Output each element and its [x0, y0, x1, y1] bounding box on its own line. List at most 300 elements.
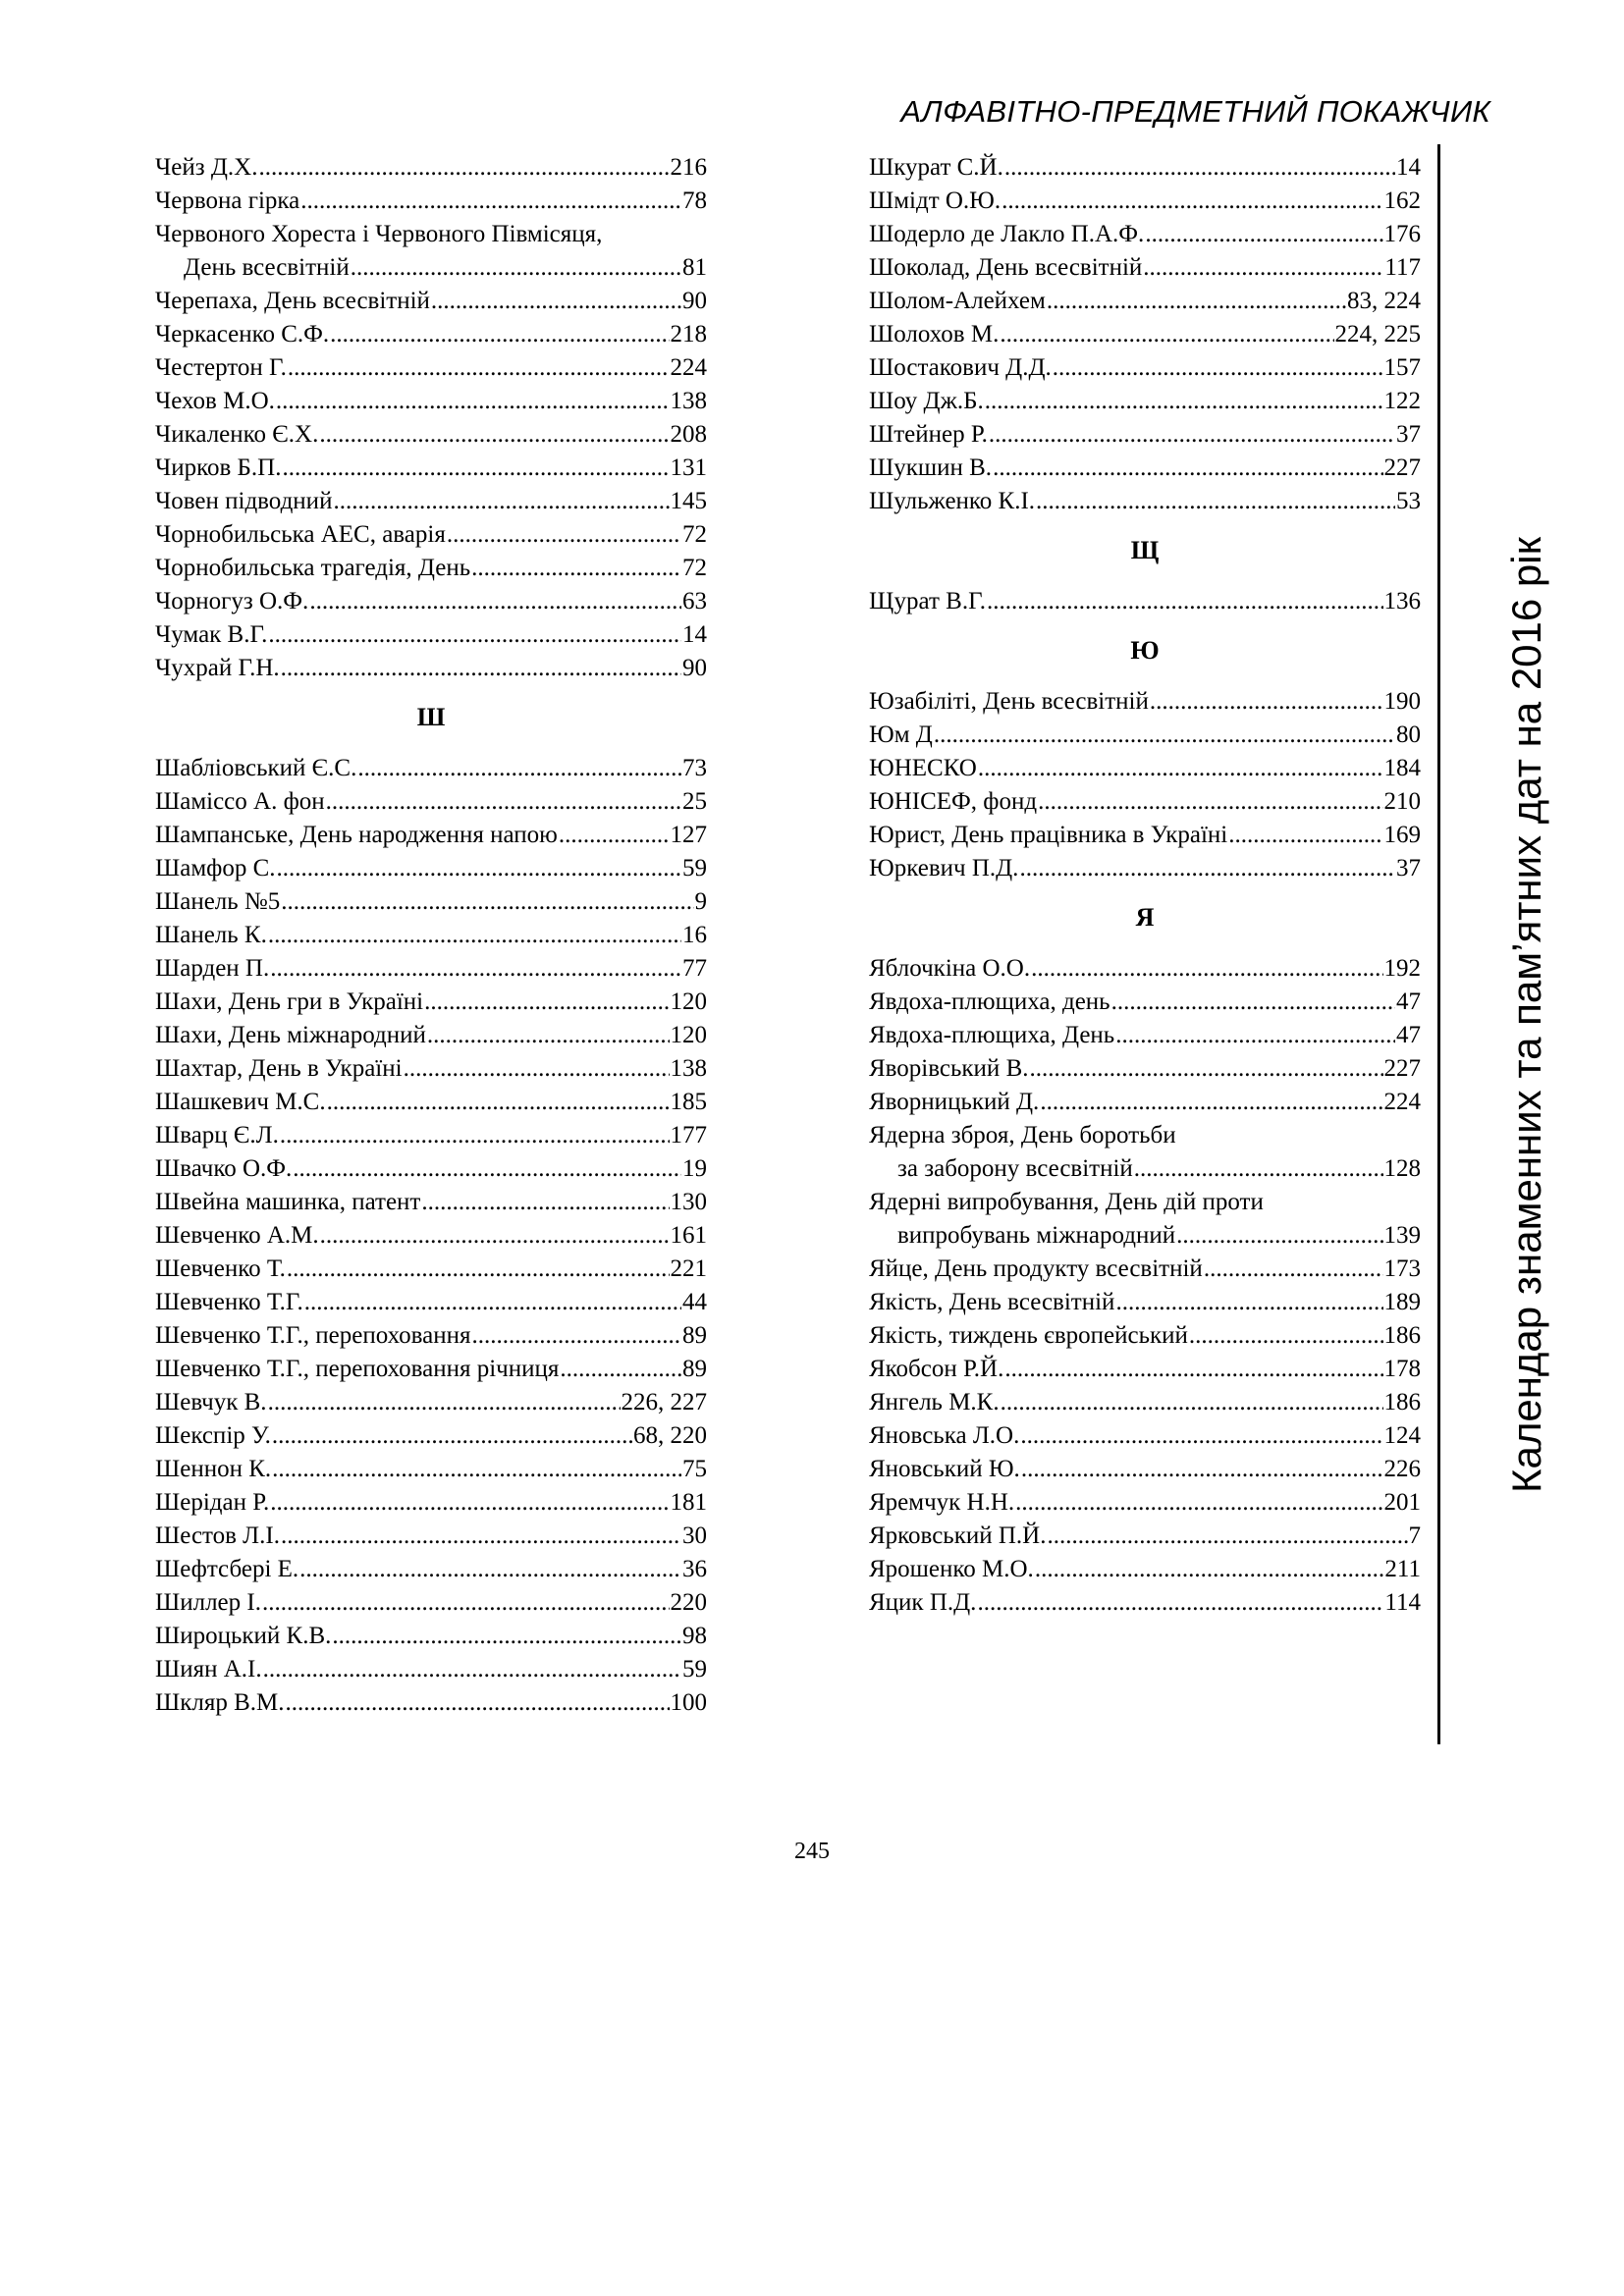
- dot-leader: [1176, 1219, 1382, 1253]
- dot-leader: [1111, 986, 1395, 1019]
- dot-leader: [262, 1586, 670, 1620]
- dot-leader: [934, 719, 1395, 752]
- page-number: 245: [794, 1839, 830, 1864]
- dot-leader: [1015, 1486, 1382, 1520]
- dot-leader: [1047, 285, 1346, 318]
- index-entry: [155, 919, 707, 952]
- section-letter-yu: Ю: [1130, 636, 1160, 665]
- entry-name: Якість, День всесвітній: [869, 1289, 1115, 1315]
- entry-name: Шашкевич М.С.: [155, 1089, 326, 1115]
- entry-page-number: 178: [1383, 1356, 1421, 1382]
- side-book-title: Календар знаменних та пам’ятних дат на 2016 рік: [1503, 537, 1549, 1493]
- entry-page-number: 226: [1383, 1456, 1421, 1482]
- entry-page-number: 14: [1396, 154, 1421, 181]
- index-entry: [155, 585, 707, 618]
- dot-leader: [1019, 852, 1395, 885]
- entry-name: Яблочкіна О.О.: [869, 955, 1031, 982]
- dot-leader: [1036, 485, 1395, 518]
- entry-name: Чорнобильська трагедія, День: [155, 555, 471, 581]
- index-entry: [869, 151, 1421, 185]
- dot-leader: [987, 585, 1383, 618]
- index-entry: [155, 1286, 707, 1319]
- entry-page-number: 227: [1383, 1055, 1421, 1082]
- entry-name: Шанель №5: [155, 888, 281, 915]
- entry-name: Шевченко Т.Г., перепоховання річниця: [155, 1356, 560, 1382]
- entry-name: Шульженко К.І.: [869, 488, 1036, 514]
- entry-name: Шарден П.: [155, 955, 270, 982]
- index-entry: [155, 1052, 707, 1086]
- dot-leader: [282, 452, 669, 485]
- dot-leader: [1189, 1319, 1383, 1353]
- entry-name: Чирков Б.П.: [155, 454, 282, 481]
- entry-page-number: 216: [670, 154, 707, 181]
- entry-page-number: 90: [682, 288, 707, 314]
- vertical-rule: [1437, 144, 1440, 1744]
- dot-leader: [272, 1419, 632, 1453]
- entry-page-number: 131: [670, 454, 707, 481]
- entry-name: Шерідан Р.: [155, 1489, 270, 1516]
- index-entry: [869, 318, 1421, 351]
- entry-page-number: 218: [670, 321, 707, 347]
- dot-leader: [287, 1253, 670, 1286]
- dot-leader: [431, 285, 681, 318]
- entry-page-number: 208: [670, 421, 707, 448]
- entry-page-number: 83, 224: [1347, 288, 1421, 314]
- entry-name: Явдоха-плющиха, день: [869, 988, 1110, 1015]
- entry-name: Яворницький Д.: [869, 1089, 1040, 1115]
- index-entry: [869, 1019, 1421, 1052]
- entry-page-number: 30: [682, 1522, 707, 1549]
- index-entry: [155, 986, 707, 1019]
- index-entry: [155, 618, 707, 652]
- dot-leader: [1030, 1052, 1383, 1086]
- entry-page-number: 72: [682, 555, 707, 581]
- entry-name: Штейнер Р.: [869, 421, 988, 448]
- entry-name: Ярошенко М.О.: [869, 1556, 1034, 1582]
- index-entry: [155, 185, 707, 218]
- index-entry: [155, 1419, 707, 1453]
- entry-name: Швейна машинка, патент: [155, 1189, 421, 1215]
- entry-page-number: 81: [682, 254, 707, 281]
- entry-first-line: Ядерна зброя, День боротьби: [869, 1122, 1176, 1148]
- index-entry: [869, 852, 1421, 885]
- index-entry: [155, 1620, 707, 1653]
- index-entry: [155, 418, 707, 452]
- entry-page-number: 189: [1383, 1289, 1421, 1315]
- entry-name: Широцький К.В.: [155, 1623, 332, 1649]
- entries-sh: [155, 752, 707, 1720]
- index-entry: [155, 151, 707, 185]
- entry-page-number: 37: [1396, 421, 1421, 448]
- entry-name: Яновський Ю.: [869, 1456, 1020, 1482]
- entry-name: Шиян А.І.: [155, 1656, 262, 1682]
- entry-name: ЮНІСЕФ, фонд: [869, 788, 1038, 815]
- dot-leader: [421, 1186, 669, 1219]
- dot-leader: [1115, 1019, 1395, 1052]
- entry-page-number: 210: [1383, 788, 1421, 815]
- entry-page-number: 136: [1383, 588, 1421, 614]
- entry-page-number: 75: [682, 1456, 707, 1482]
- index-entry: [155, 452, 707, 485]
- entry-page-number: 120: [670, 1022, 707, 1048]
- entry-page-number: 68, 220: [633, 1422, 707, 1449]
- index-entry: [155, 952, 707, 986]
- index-entry: [155, 518, 707, 552]
- dot-leader: [1040, 1086, 1382, 1119]
- index-entry: [155, 1520, 707, 1553]
- index-entry: [155, 1586, 707, 1620]
- dot-leader: [309, 585, 681, 618]
- entry-first-line: Червоного Хореста і Червоного Півмісяця,: [155, 221, 603, 247]
- index-entry: [869, 952, 1421, 986]
- entry-name: Яйце, День продукту всесвітній: [869, 1255, 1203, 1282]
- entry-name: Шостакович Д.Д.: [869, 354, 1052, 381]
- entry-page-number: 128: [1383, 1155, 1421, 1182]
- entry-name: Шамфор С.: [155, 855, 276, 881]
- entry-page-number: 100: [670, 1689, 707, 1716]
- index-entry: [869, 1319, 1421, 1353]
- entry-page-number: 37: [1396, 855, 1421, 881]
- dot-leader: [424, 986, 669, 1019]
- entry-name: Честертон Г.: [155, 354, 287, 381]
- index-entry: [155, 285, 707, 318]
- entry-page-number: 130: [670, 1189, 707, 1215]
- index-entry: [869, 585, 1421, 618]
- dot-leader: [404, 1052, 670, 1086]
- dot-leader: [326, 785, 681, 819]
- dot-leader: [304, 1286, 681, 1319]
- entry-name: Якобсон Р.Й.: [869, 1356, 1004, 1382]
- entry-name: Яворівський В.: [869, 1055, 1029, 1082]
- index-entry: [155, 785, 707, 819]
- entry-name: Шиллер І.: [155, 1589, 261, 1616]
- entry-page-number: 73: [682, 755, 707, 781]
- index-entry: [869, 1386, 1421, 1419]
- index-entry: [869, 285, 1421, 318]
- entry-page-number: 44: [682, 1289, 707, 1315]
- entry-name: Чикаленко Є.Х.: [155, 421, 319, 448]
- entry-name: Шефтсбері Е.: [155, 1556, 299, 1582]
- dot-leader: [272, 1453, 681, 1486]
- index-entry: [869, 385, 1421, 418]
- dot-leader: [270, 1486, 669, 1520]
- dot-leader: [268, 919, 681, 952]
- entry-page-number: 184: [1383, 755, 1421, 781]
- index-entry: [869, 1086, 1421, 1119]
- section-letter-shch: Щ: [1130, 536, 1160, 564]
- dot-leader: [351, 251, 681, 285]
- dot-leader: [300, 185, 681, 218]
- entry-name: Юм Д: [869, 721, 933, 748]
- dot-leader: [293, 1152, 681, 1186]
- index-entry: [155, 885, 707, 919]
- index-entry: [155, 385, 707, 418]
- entry-page-number: 63: [682, 588, 707, 614]
- entry-page-number: 220: [670, 1589, 707, 1616]
- index-entry: [155, 1253, 707, 1286]
- index-entry: [155, 819, 707, 852]
- entry-first-line: Ядерні випробування, День дій проти: [869, 1189, 1264, 1215]
- dot-leader: [280, 1119, 670, 1152]
- dot-leader: [1035, 1553, 1384, 1586]
- index-entry: [155, 1553, 707, 1586]
- entry-page-number: 162: [1383, 187, 1421, 214]
- entry-name: Шевченко А.М.: [155, 1222, 319, 1249]
- dot-leader: [263, 1653, 681, 1686]
- entry-name: Шевчук В.: [155, 1389, 267, 1415]
- index-entry: [155, 552, 707, 585]
- entry-page-number: 157: [1383, 354, 1421, 381]
- index-entry: [869, 719, 1421, 752]
- entry-page-number: 169: [1383, 822, 1421, 848]
- index-entry: [869, 1553, 1421, 1586]
- index-entry: [155, 1653, 707, 1686]
- entry-name: Шаміссо А. фон: [155, 788, 325, 815]
- entry-name: Чейз Д.Х.: [155, 154, 258, 181]
- index-entry: [869, 1186, 1421, 1253]
- entries-ch: [155, 151, 707, 685]
- index-entry: [869, 1353, 1421, 1386]
- entry-page-number: 19: [682, 1155, 707, 1182]
- index-entry: [155, 1453, 707, 1486]
- dot-leader: [320, 1219, 670, 1253]
- entry-name: Шанель К.: [155, 922, 267, 948]
- entry-page-number: 47: [1396, 988, 1421, 1015]
- dot-leader: [1115, 1286, 1382, 1319]
- index-entry: [155, 1219, 707, 1253]
- entry-page-number: 139: [1383, 1222, 1421, 1249]
- entry-name: Якість, тиждень європейський: [869, 1322, 1188, 1349]
- entry-name: Шахи, День гри в Україні: [155, 988, 424, 1015]
- entry-name: випробувань міжнародний: [897, 1222, 1176, 1249]
- dot-leader: [1145, 218, 1382, 251]
- entry-page-number: 114: [1384, 1589, 1421, 1616]
- entry-name: Шукшин В.: [869, 454, 993, 481]
- entry-page-number: 226, 227: [621, 1389, 707, 1415]
- dot-leader: [281, 1520, 681, 1553]
- entry-page-number: 89: [682, 1322, 707, 1349]
- entry-page-number: 117: [1384, 254, 1421, 281]
- entry-page-number: 127: [670, 822, 707, 848]
- section-letter-sh: Ш: [416, 703, 446, 731]
- entry-page-number: 185: [670, 1089, 707, 1115]
- index-entry: [155, 485, 707, 518]
- entry-page-number: 161: [670, 1222, 707, 1249]
- section-letter-ya: Я: [1135, 903, 1155, 932]
- entry-name: Шолом-Алейхем: [869, 288, 1046, 314]
- index-entry: [155, 1353, 707, 1386]
- index-entry: [155, 1186, 707, 1219]
- index-entry: [869, 218, 1421, 251]
- entry-page-number: 176: [1383, 221, 1421, 247]
- entry-name: Шкляр В.М.: [155, 1689, 285, 1716]
- dot-leader: [268, 1386, 621, 1419]
- index-entry: [155, 351, 707, 385]
- dot-leader: [327, 1086, 670, 1119]
- dot-leader: [471, 552, 681, 585]
- dot-leader: [993, 452, 1382, 485]
- index-entry: [155, 1486, 707, 1520]
- entry-name: за заборону всесвітній: [897, 1155, 1133, 1182]
- index-entry: [155, 1386, 707, 1419]
- dot-leader: [447, 518, 681, 552]
- index-entry: [869, 418, 1421, 452]
- dot-leader: [357, 752, 681, 785]
- entry-name: Човен підводний: [155, 488, 333, 514]
- entry-name: День всесвітній: [184, 254, 350, 281]
- entry-page-number: 16: [682, 922, 707, 948]
- index-entry: [155, 852, 707, 885]
- entry-name: Шолохов М.: [869, 321, 1000, 347]
- entry-name: Шевченко Т.: [155, 1255, 286, 1282]
- dot-leader: [281, 652, 681, 685]
- entry-name: Шевченко Т.Г., перепоховання: [155, 1322, 471, 1349]
- dot-leader: [1228, 819, 1382, 852]
- entry-page-number: 138: [670, 388, 707, 414]
- entry-name: Шоу Дж.Б.: [869, 388, 984, 414]
- entry-page-number: 145: [670, 488, 707, 514]
- entries-ya: [869, 952, 1421, 1620]
- index-entry: [869, 251, 1421, 285]
- dot-leader: [559, 819, 670, 852]
- entry-page-number: 224: [670, 354, 707, 381]
- dot-leader: [1143, 251, 1383, 285]
- index-entry: [155, 1152, 707, 1186]
- index-entry: [869, 1052, 1421, 1086]
- dot-leader: [1001, 185, 1382, 218]
- entry-page-number: 211: [1384, 1556, 1421, 1582]
- dot-leader: [989, 418, 1395, 452]
- index-entry: [869, 1520, 1421, 1553]
- index-entry: [155, 218, 707, 285]
- entry-name: Шеннон К.: [155, 1456, 272, 1482]
- index-entry: [869, 452, 1421, 485]
- entry-page-number: 98: [682, 1623, 707, 1649]
- index-entry: [155, 318, 707, 351]
- dot-leader: [258, 151, 669, 185]
- entry-name: Чухрай Г.Н.: [155, 655, 280, 681]
- entry-page-number: 124: [1383, 1422, 1421, 1449]
- entry-name: Чехов М.О.: [155, 388, 275, 414]
- dot-leader: [1204, 1253, 1383, 1286]
- entry-page-number: 47: [1396, 1022, 1421, 1048]
- entry-page-number: 181: [670, 1489, 707, 1516]
- entry-name: Ярковський П.Й.: [869, 1522, 1047, 1549]
- index-column-left: [155, 151, 707, 1720]
- dot-leader: [1031, 952, 1382, 986]
- dot-leader: [330, 318, 669, 351]
- entry-page-number: 7: [1408, 1522, 1421, 1549]
- dot-leader: [1134, 1152, 1383, 1186]
- dot-leader: [471, 1319, 681, 1353]
- entry-page-number: 190: [1383, 688, 1421, 715]
- entry-page-number: 77: [682, 955, 707, 982]
- dot-leader: [276, 385, 670, 418]
- entry-name: Шекспір У.: [155, 1422, 271, 1449]
- index-entry: [869, 1419, 1421, 1453]
- dot-leader: [1004, 151, 1395, 185]
- entry-name: Шахтар, День в Україні: [155, 1055, 403, 1082]
- dot-leader: [978, 752, 1383, 785]
- index-entry: [155, 752, 707, 785]
- entry-name: Янгель М.К.: [869, 1389, 1000, 1415]
- index-entry: [869, 1486, 1421, 1520]
- dot-leader: [1000, 318, 1333, 351]
- index-entry: [869, 185, 1421, 218]
- entries-yu: [869, 685, 1421, 885]
- index-entry: [155, 1086, 707, 1119]
- entry-name: Явдоха-плющиха, День: [869, 1022, 1115, 1048]
- entry-name: Яцик П.Д.: [869, 1589, 977, 1616]
- entry-page-number: 224, 225: [1334, 321, 1421, 347]
- entry-name: Черепаха, День всесвітній: [155, 288, 430, 314]
- entry-page-number: 227: [1383, 454, 1421, 481]
- entry-page-number: 120: [670, 988, 707, 1015]
- dot-leader: [977, 1586, 1383, 1620]
- dot-leader: [286, 1686, 670, 1720]
- entry-page-number: 186: [1383, 1322, 1421, 1349]
- running-header: АЛФАВІТНО-ПРЕДМЕТНИЙ ПОКАЖЧИК: [900, 94, 1490, 129]
- entry-page-number: 72: [682, 521, 707, 548]
- dot-leader: [299, 1553, 681, 1586]
- dot-leader: [268, 618, 681, 652]
- index-entry: [869, 752, 1421, 785]
- entry-name: Шестов Л.І.: [155, 1522, 280, 1549]
- index-entry: [155, 1119, 707, 1152]
- entry-page-number: 192: [1383, 955, 1421, 982]
- entries-shch: [869, 585, 1421, 618]
- entry-name: Чорнобильська АЕС, аварія: [155, 521, 446, 548]
- entry-name: Шварц Є.Л.: [155, 1122, 279, 1148]
- index-entry: [869, 819, 1421, 852]
- dot-leader: [427, 1019, 670, 1052]
- entry-name: Шмідт О.Ю.: [869, 187, 1001, 214]
- dot-leader: [1004, 1353, 1382, 1386]
- entry-page-number: 89: [682, 1356, 707, 1382]
- entry-name: Швачко О.Ф.: [155, 1155, 293, 1182]
- dot-leader: [1047, 1520, 1407, 1553]
- entry-page-number: 78: [682, 187, 707, 214]
- entry-name: Чумак В.Г.: [155, 621, 268, 648]
- entry-page-number: 36: [682, 1556, 707, 1582]
- index-entry: [869, 685, 1421, 719]
- entry-name: Шоколад, День всесвітній: [869, 254, 1143, 281]
- entry-page-number: 186: [1383, 1389, 1421, 1415]
- entry-name: Черкасенко С.Ф.: [155, 321, 330, 347]
- entry-name: Шахи, День міжнародний: [155, 1022, 426, 1048]
- dot-leader: [985, 385, 1383, 418]
- entry-page-number: 25: [682, 788, 707, 815]
- dot-leader: [1150, 685, 1383, 719]
- entry-page-number: 173: [1383, 1255, 1421, 1282]
- entry-name: Шкурат С.Й.: [869, 154, 1003, 181]
- dot-leader: [332, 1620, 681, 1653]
- entry-name: Червона гірка: [155, 187, 300, 214]
- index-entry: [869, 1119, 1421, 1186]
- entry-name: Юркевич П.Д.: [869, 855, 1019, 881]
- index-entry: [155, 1319, 707, 1353]
- entry-page-number: 59: [682, 1656, 707, 1682]
- entry-page-number: 221: [670, 1255, 707, 1282]
- index-entry: [869, 1453, 1421, 1486]
- entry-page-number: 59: [682, 855, 707, 881]
- dot-leader: [281, 885, 693, 919]
- entry-name: Шевченко Т.Г.: [155, 1289, 303, 1315]
- entry-page-number: 201: [1383, 1489, 1421, 1516]
- entry-name: Юзабіліті, День всесвітній: [869, 688, 1149, 715]
- dot-leader: [277, 852, 681, 885]
- entry-page-number: 90: [682, 655, 707, 681]
